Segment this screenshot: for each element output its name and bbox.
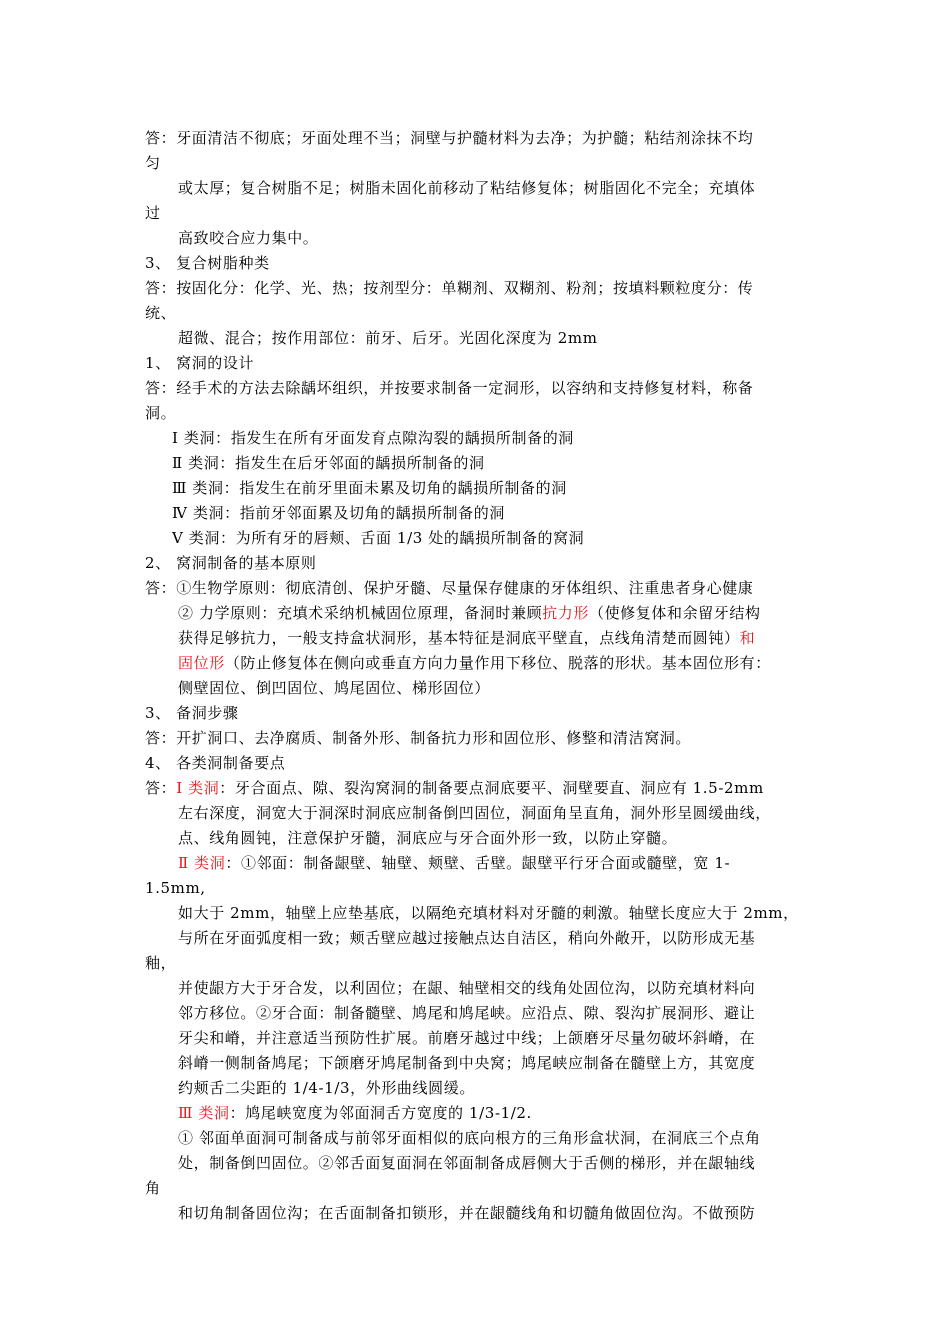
text-segment: 或太厚；复合树脂不足；树脂未固化前移动了粘结修复体；树脂固化不完全；充填体 xyxy=(178,179,756,197)
text-segment: ② 力学原则：充填术采纳机械固位原理，备洞时兼顾 xyxy=(178,604,543,622)
text-segment: 并使龈方大于牙合发，以利固位；在龈、轴壁相交的线角处固位沟，以防充填材料向 xyxy=(178,979,756,997)
text-segment: Ⅱ 类洞：指发生在后牙邻面的龋损所制备的洞 xyxy=(172,454,485,472)
text-segment: Ⅰ 类洞：指发生在所有牙面发育点隙沟裂的龋损所制备的洞 xyxy=(172,429,574,447)
text-segment: 匀 xyxy=(145,154,161,172)
text-segment: 答：①生物学原则：彻底清创、保护牙髓、尽量保存健康的牙体组织、注重患者身心健康 xyxy=(145,579,754,597)
text-segment: 釉， xyxy=(145,954,177,972)
text-segment: 获得足够抗力，一般支持盒状洞形，基本特征是洞底平壁直，点线角清楚而圆钝） xyxy=(178,629,740,647)
text-line xyxy=(145,378,753,398)
text-segment: 1.5mm, xyxy=(145,879,206,897)
text-line xyxy=(145,703,239,723)
text-segment: ：牙合面点、隙、裂沟窝洞的制备要点洞底要平、洞壁要直、洞应有 1.5-2mm xyxy=(219,779,764,797)
text-line xyxy=(178,653,771,673)
text-line xyxy=(178,1053,755,1073)
text-segment: （使修复体和余留牙结构 xyxy=(588,604,761,622)
text-segment: 牙尖和嵴，并注意适当预防性扩展。前磨牙越过中线；上颌磨牙尽量勿破坏斜嵴，在 xyxy=(178,1029,756,1047)
text-line xyxy=(145,1178,161,1198)
highlight-term: Ⅰ 类洞 xyxy=(176,779,220,797)
text-segment: 4、 各类洞制备要点 xyxy=(145,754,286,772)
text-segment: （防止修复体在侧向或垂直方向力量作用下移位、脱落的形状。基本固位形有： xyxy=(224,654,771,672)
text-line xyxy=(178,928,755,948)
text-line xyxy=(178,178,755,198)
text-line xyxy=(178,228,318,248)
text-line xyxy=(178,1103,532,1123)
text-line xyxy=(178,1078,475,1098)
text-line xyxy=(145,278,753,298)
text-segment: 统、 xyxy=(145,304,177,322)
text-line xyxy=(145,953,176,973)
text-line xyxy=(145,553,317,573)
text-segment: 与所在牙面弧度相一致；颊舌壁应越过接触点达自洁区，稍向外敞开，以防形成无基 xyxy=(178,929,756,947)
text-segment: 斜嵴一侧制备鸠尾；下颌磨牙鸠尾制备到中央窝；鸠尾峡应制备在髓壁上方，其宽度 xyxy=(178,1054,756,1072)
text-segment: 3、 复合树脂种类 xyxy=(145,254,270,272)
text-segment: 侧壁固位、倒凹固位、鸠尾固位、梯形固位） xyxy=(178,679,491,697)
text-segment: 答：按固化分：化学、光、热；按剂型分：单糊剂、双糊剂、粉剂；按填料颗粒度分：传 xyxy=(145,279,754,297)
text-line xyxy=(145,128,753,148)
text-segment: 邻方移位。②牙合面：制备髓壁、鸠尾和鸠尾峡。应沿点、隙、裂沟扩展洞形、避让 xyxy=(178,1004,756,1022)
text-line xyxy=(145,578,753,598)
text-line xyxy=(178,978,755,998)
text-segment: 左右深度，洞宽大于洞深时洞底应制备倒凹固位，洞面角呈直角，洞外形呈圆缓曲线， xyxy=(178,804,771,822)
highlight-term: 抗力形 xyxy=(542,604,589,622)
text-segment: ① 邻面单面洞可制备成与前邻牙面相似的底向根方的三角形盒状洞，在洞底三个点角 xyxy=(178,1129,761,1147)
highlight-term: Ⅱ 类洞 xyxy=(178,854,226,872)
text-segment: Ⅳ 类洞：指前牙邻面累及切角的龋损所制备的洞 xyxy=(172,504,505,522)
text-line xyxy=(178,828,677,848)
highlight-term: 和 xyxy=(739,629,756,647)
text-line xyxy=(178,1028,755,1048)
text-line xyxy=(178,603,761,623)
text-segment: 2、 窝洞制备的基本原则 xyxy=(145,554,317,572)
text-line xyxy=(172,528,584,548)
text-line xyxy=(178,1153,755,1173)
text-segment: 超微、混合；按作用部位：前牙、后牙。光固化深度为 2mm xyxy=(178,329,598,347)
text-segment: 1、 窝洞的设计 xyxy=(145,354,255,372)
text-segment: 点、线角圆钝，注意保护牙髓，洞底应与牙合面外形一致，以防止穿髓。 xyxy=(178,829,678,847)
text-segment: 和切角制备固位沟；在舌面制备扣锁形，并在龈髓线角和切髓角做固位沟。不做预防 xyxy=(178,1204,756,1222)
text-segment: Ⅴ 类洞：为所有牙的唇颊、舌面 1/3 处的龋损所制备的窝洞 xyxy=(172,529,585,547)
text-line xyxy=(145,353,254,373)
text-segment: 答：开扩洞口、去净腐质、制备外形、制备抗力形和固位形、修整和清洁窝洞。 xyxy=(145,729,692,747)
text-segment: 答：经手术的方法去除龋坏组织，并按要求制备一定洞形，以容纳和支持修复材料，称备 xyxy=(145,379,754,397)
text-segment: 答：牙面清洁不彻底；牙面处理不当；洞壁与护髓材料为去净；为护髓；粘结剂涂抹不均 xyxy=(145,129,754,147)
text-line xyxy=(178,1128,761,1148)
text-line xyxy=(145,253,270,273)
text-line xyxy=(178,1203,755,1223)
text-line xyxy=(145,753,285,773)
text-line xyxy=(178,1003,755,1023)
text-line xyxy=(172,503,505,523)
text-line xyxy=(145,203,161,223)
text-segment: Ⅲ 类洞：指发生在前牙里面未累及切角的龋损所制备的洞 xyxy=(172,479,567,497)
text-line xyxy=(172,478,567,498)
text-segment: 约颊舌二尖距的 1/4-1/3，外形曲线圆缓。 xyxy=(178,1079,475,1097)
text-segment: 3、 备洞步骤 xyxy=(145,704,239,722)
text-line xyxy=(145,403,176,423)
text-line xyxy=(172,453,485,473)
text-line xyxy=(172,428,574,448)
text-line xyxy=(145,878,206,898)
text-line xyxy=(145,303,176,323)
text-line xyxy=(178,853,730,873)
text-line xyxy=(145,778,764,798)
text-segment: 如大于 2mm，轴壁上应垫基底，以隔绝充填材料对牙髓的刺激。轴壁长度应大于 2mm， xyxy=(178,904,799,922)
text-segment: 洞。 xyxy=(145,404,177,422)
text-segment: 高致咬合应力集中。 xyxy=(178,229,319,247)
text-line xyxy=(145,153,161,173)
text-segment: 答： xyxy=(145,779,177,797)
text-line xyxy=(145,728,691,748)
highlight-term: Ⅲ 类洞 xyxy=(178,1104,230,1122)
text-line xyxy=(178,328,598,348)
text-segment: 角 xyxy=(145,1179,161,1197)
text-segment: ：①邻面：制备龈壁、轴壁、颊壁、舌壁。龈壁平行牙合面或髓壁，宽 1- xyxy=(225,854,731,872)
text-line xyxy=(178,678,490,698)
text-segment: 处，制备倒凹固位。②邻舌面复面洞在邻面制备成唇侧大于舌侧的梯形，并在龈轴线 xyxy=(178,1154,756,1172)
text-line xyxy=(178,803,771,823)
highlight-term: 固位形 xyxy=(178,654,225,672)
text-line xyxy=(178,903,799,923)
text-segment: ：鸠尾峡宽度为邻面洞舌方宽度的 1/3-1/2. xyxy=(229,1104,532,1122)
text-line xyxy=(178,628,755,648)
text-segment: 过 xyxy=(145,204,161,222)
